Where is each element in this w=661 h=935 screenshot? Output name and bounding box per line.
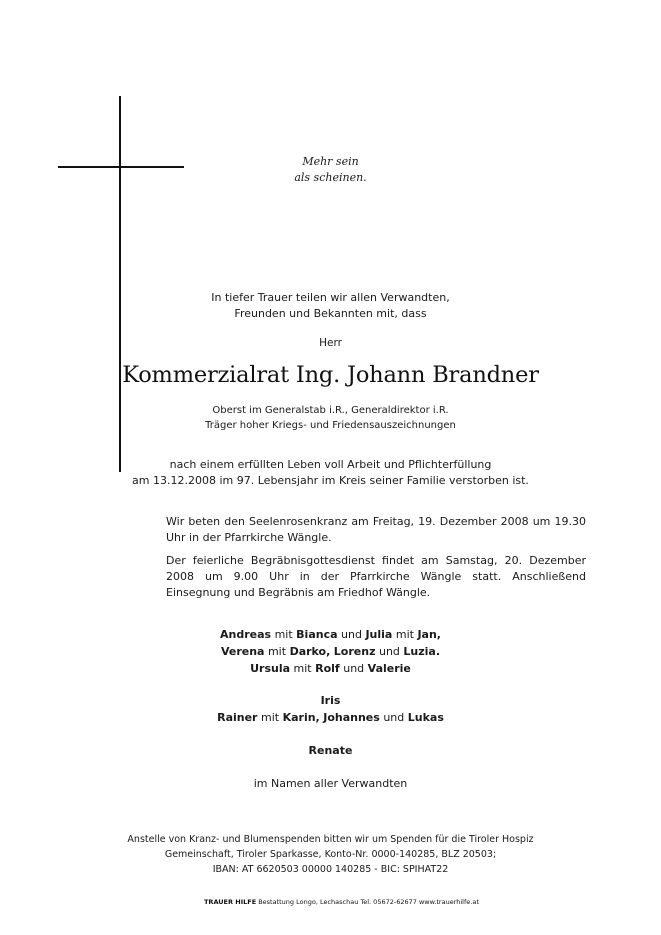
family-line (0, 709, 661, 726)
mourner-name: Rainer (217, 711, 258, 724)
family-line (0, 643, 661, 660)
connector-word: und (341, 628, 362, 641)
intro-line-1: In tiefer Trauer teilen wir allen Verwandten, (211, 291, 450, 304)
passing-line-1: nach einem erfüllten Leben voll Arbeit und Pflichterfüllung (169, 458, 492, 471)
mourner-name: Lukas (407, 711, 444, 724)
funeral-home-footer (204, 898, 479, 906)
motto-line-2: als scheinen. (294, 171, 367, 184)
family-group-3 (0, 742, 661, 759)
funeral-notice: Der feierliche Begräbnisgottesdienst findet am Samstag, 20. Dezember 2008 um 9.00 Uhr in der Pfarrkirche Wängle statt. Anschließend Einsegnung und Begräbnis am Friedhof Wängle. (166, 554, 586, 599)
connector-word: und (383, 711, 405, 724)
family-line (0, 692, 661, 709)
donation-line-3: IBAN: AT 6620503 00000 140285 - BIC: SPIHAT22 (212, 864, 449, 875)
footer-contact: Bestattung Longo, Lechaschau Tel. 05672-62677 www.trauerhilfe.at (256, 898, 479, 906)
mourner-name: Ursula (250, 662, 291, 675)
titles-line-1: Oberst im Generalstab i.R., Generaldirektor i.R. (212, 405, 449, 416)
connector-word: und (378, 645, 400, 658)
mourner-name: Valerie (367, 662, 411, 675)
connector-word: mit (267, 645, 287, 658)
mourner-name: Johannes (323, 711, 380, 724)
salutation: Herr (319, 337, 342, 349)
intro-text (0, 290, 661, 322)
mourner-name: Lorenz (333, 645, 376, 658)
closing-line: im Namen aller Verwandten (253, 777, 408, 790)
passing-line-2: am 13.12.2008 im 97. Lebensjahr im Kreis seiner Familie verstorben ist. (132, 474, 529, 487)
family-group-2 (0, 692, 661, 726)
mourner-name: Andreas (220, 628, 272, 641)
donation-line-2: Gemeinschaft, Tiroler Sparkasse, Konto-Nr. 0000-140285, BLZ 20503; (164, 849, 497, 860)
mourner-name: Renate (308, 744, 353, 757)
family-line (0, 742, 661, 759)
family-line (0, 626, 661, 643)
mourner-name: Jan, (417, 628, 441, 641)
connector-word: mit (395, 628, 414, 641)
motto (0, 154, 661, 186)
family-line (0, 660, 661, 677)
titles-line-2: Träger hoher Kriegs- und Friedensauszeichnungen (205, 420, 456, 431)
motto-line-1: Mehr sein (302, 155, 359, 168)
donation-request (0, 832, 661, 877)
passing-notice (0, 457, 661, 489)
donation-line-1: Anstelle von Kranz- und Blumenspenden bitten wir um Spenden für die Tiroler Hospiz (127, 834, 534, 845)
mourner-name: Karin, (282, 711, 320, 724)
rosary-notice: Wir beten den Seelenrosenkranz am Freitag, 19. Dezember 2008 um 19.30 Uhr in der Pfarrkirche Wängle. (166, 515, 586, 544)
mourner-name: Verena (220, 645, 265, 658)
mourner-name: Rolf (315, 662, 340, 675)
connector-word: mit (274, 628, 293, 641)
mourner-name: Darko, (289, 645, 331, 658)
footer-brand: TRAUER HILFE (204, 898, 257, 906)
mourner-name: Bianca (296, 628, 338, 641)
mourner-name: Iris (320, 694, 341, 707)
family-group-1 (0, 626, 661, 677)
deceased-name: Kommerzialrat Ing. Johann Brandner (122, 362, 539, 388)
intro-line-2: Freunden und Bekannten mit, dass (234, 307, 427, 320)
connector-word: und (343, 662, 365, 675)
mourner-name: Julia (365, 628, 393, 641)
connector-word: mit (260, 711, 280, 724)
connector-word: mit (293, 662, 312, 675)
mourner-name: Luzia. (403, 645, 441, 658)
deceased-titles (0, 403, 661, 433)
